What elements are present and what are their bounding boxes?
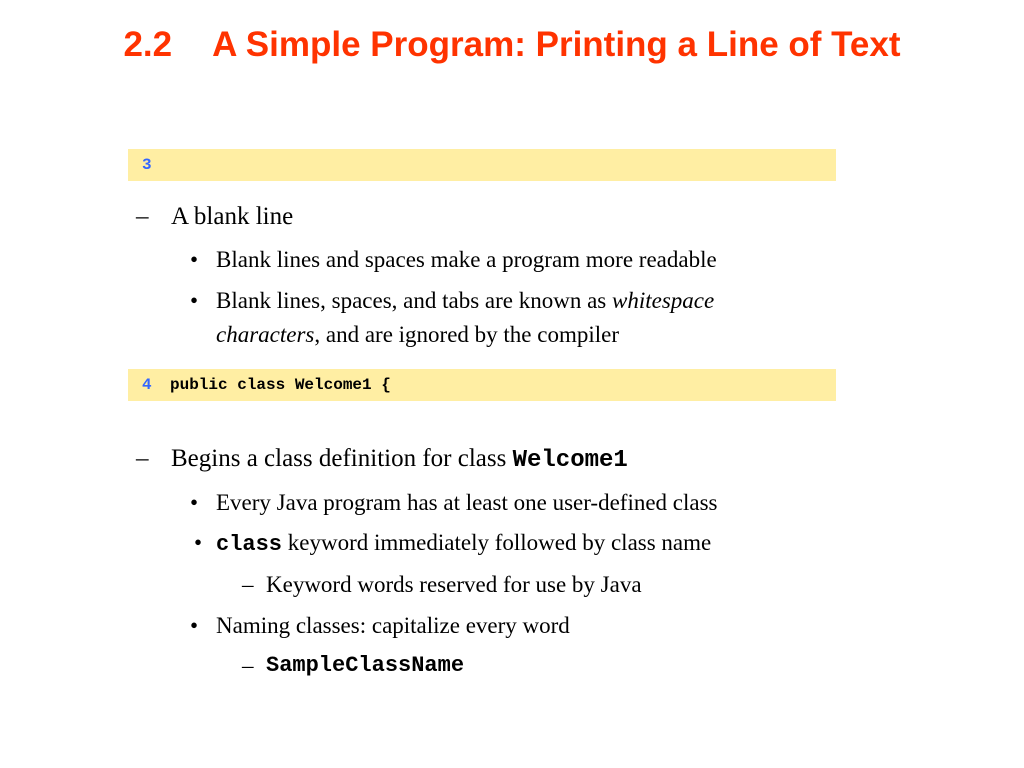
section1-bullet-2 <box>190 286 850 350</box>
bullet-marker: • <box>190 490 199 515</box>
line-number: 4 <box>142 376 152 394</box>
dash-marker: – <box>242 572 254 597</box>
heading-text: A blank line <box>171 203 294 230</box>
bullet-marker: • <box>190 613 199 638</box>
term-whitespace: whitespace <box>612 288 715 313</box>
sub-text: Keyword words reserved for use by Java <box>266 572 642 597</box>
bullet-text: keyword immediately followed by class name <box>282 530 712 555</box>
bullet-text: Naming classes: capitalize every word <box>216 613 570 638</box>
heading-text: Begins a class definition for class <box>171 445 513 472</box>
bullet-text: Blank lines and spaces make a program more readable <box>216 247 717 272</box>
slide-title <box>0 24 1024 66</box>
dash-marker: – <box>136 203 149 230</box>
dash-marker: – <box>242 653 254 678</box>
bullet-marker: • <box>190 247 199 272</box>
code-line-4 <box>128 369 836 401</box>
dash-marker: – <box>136 445 149 472</box>
keyword-code: class <box>216 532 283 557</box>
line-number: 3 <box>142 156 152 174</box>
section-number: 2.2 <box>123 25 173 64</box>
class-name-code: Welcome1 <box>512 447 628 474</box>
example-class-name: SampleClassName <box>266 653 465 678</box>
term-characters: characters <box>216 322 315 347</box>
bullet-text-after: , and are ignored by the compiler <box>314 322 620 347</box>
bullet-text: Every Java program has at least one user-defined class <box>216 490 718 515</box>
code-text: public class Welcome1 { <box>170 376 391 394</box>
code-line-3 <box>128 149 836 181</box>
bullet-marker: • <box>194 530 203 555</box>
title-text: A Simple Program: Printing a Line of Text <box>212 25 901 64</box>
bullet-marker: • <box>190 288 199 313</box>
bullet-text-before: Blank lines, spaces, and tabs are known as <box>216 288 613 313</box>
